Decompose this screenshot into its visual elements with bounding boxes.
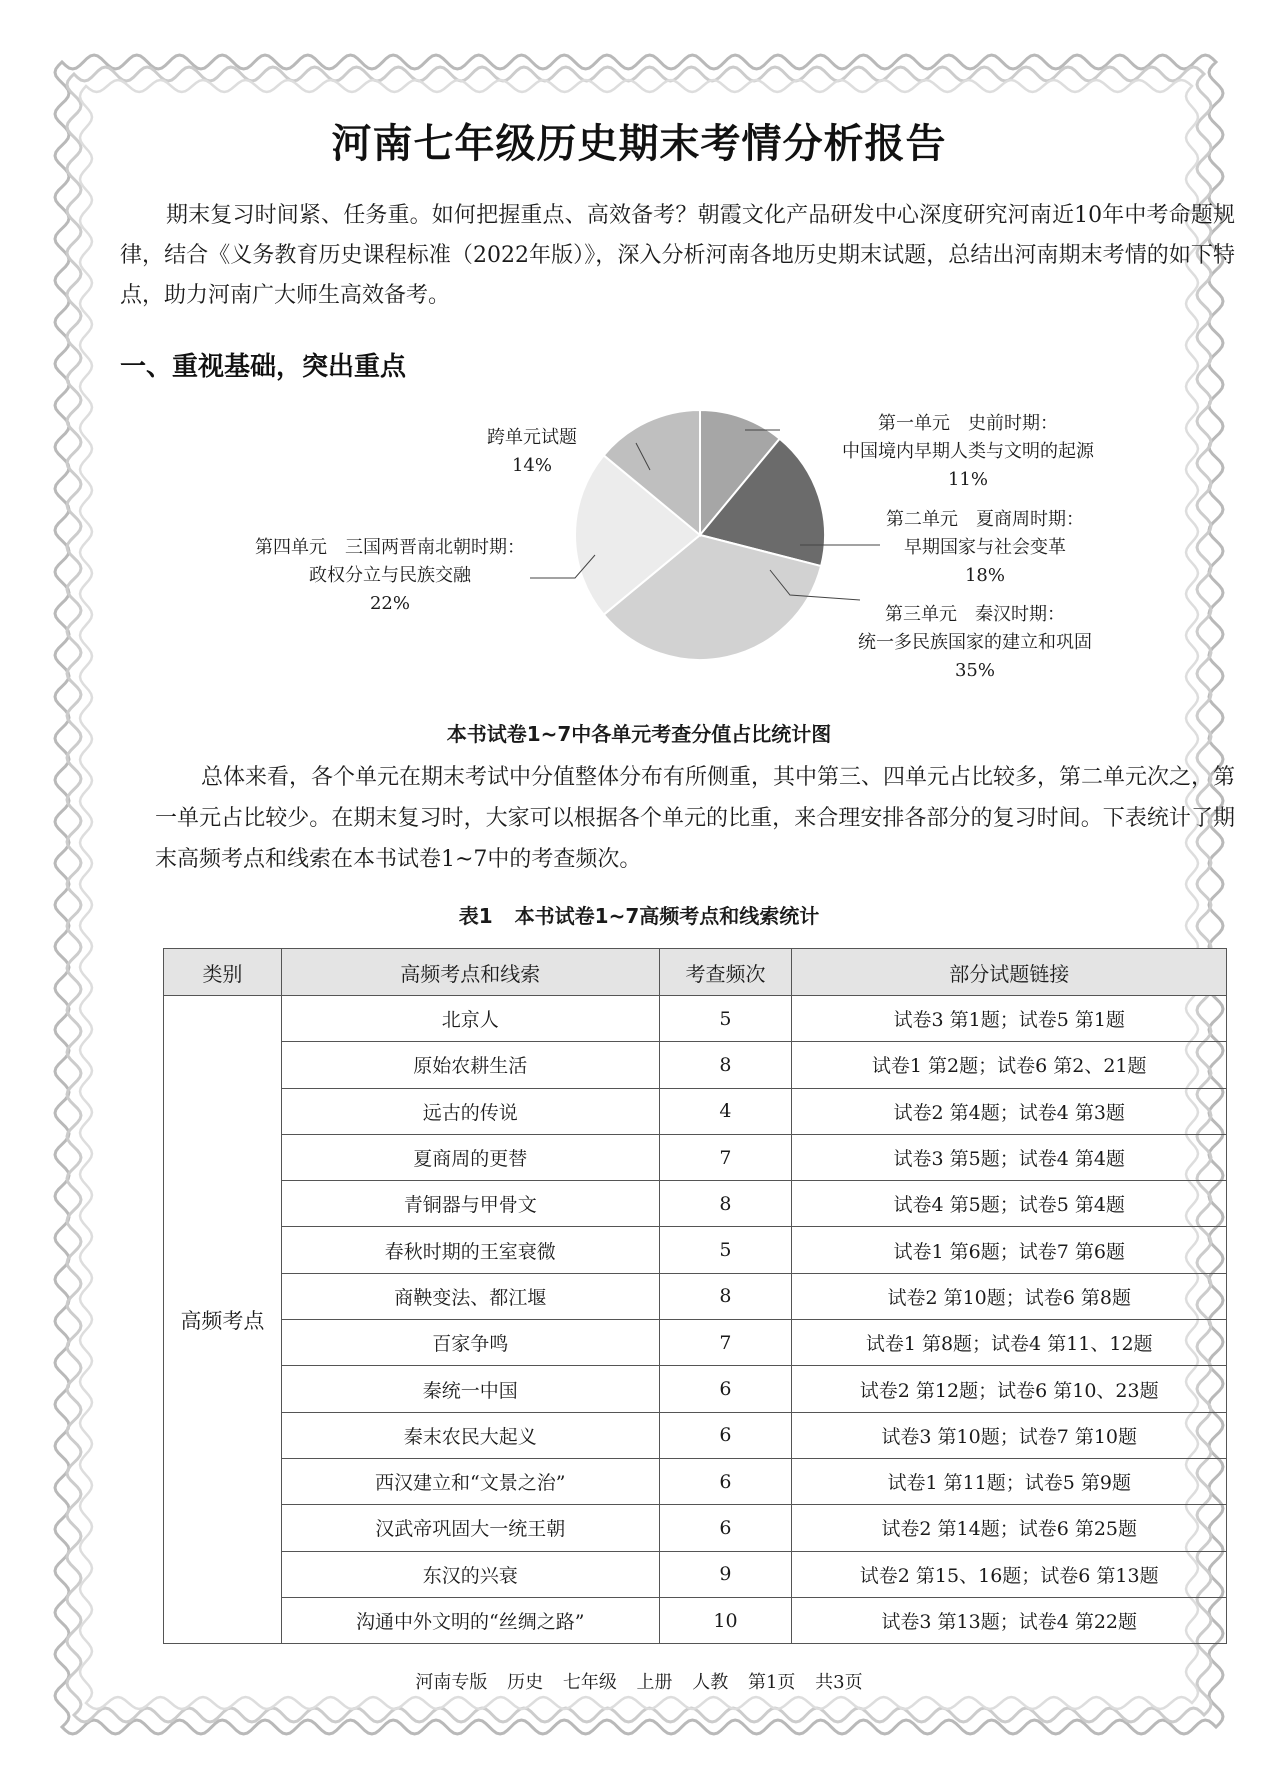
frequency-cell: 5 xyxy=(659,996,792,1042)
frequency-cell: 5 xyxy=(659,1227,792,1273)
frequency-cell: 6 xyxy=(659,1412,792,1458)
pie-slices xyxy=(575,410,825,660)
table-row xyxy=(164,996,1227,1042)
pie-slice-label: 跨单元试题 xyxy=(487,427,577,448)
frequency-cell: 4 xyxy=(659,1088,792,1134)
section-heading: 一、重视基础，突出重点 xyxy=(120,352,407,382)
pie-slice-label: 第二单元 夏商周时期： xyxy=(886,509,1084,530)
table-row xyxy=(164,1458,1227,1504)
table-row xyxy=(164,1227,1227,1273)
header-topic: 高频考点和线索 xyxy=(281,949,659,996)
pie-slice-value: 22% xyxy=(369,593,411,614)
links-cell: 试卷1 第6题；试卷7 第6题 xyxy=(792,1227,1227,1273)
frequency-table xyxy=(163,948,1227,1644)
frequency-cell: 7 xyxy=(659,1134,792,1180)
page-footer: 河南专版 历史 七年级 上册 人教 第1页 共3页 xyxy=(415,1672,863,1693)
table-row xyxy=(164,1597,1227,1643)
unit-share-pie-chart xyxy=(0,395,1278,725)
links-cell: 试卷3 第5题；试卷4 第4题 xyxy=(792,1134,1227,1180)
table-row xyxy=(164,1505,1227,1551)
links-cell: 试卷3 第13题；试卷4 第22题 xyxy=(792,1597,1227,1643)
links-cell: 试卷2 第10题；试卷6 第8题 xyxy=(792,1273,1227,1319)
table-row xyxy=(164,1366,1227,1412)
table-row xyxy=(164,1551,1227,1597)
frequency-cell: 6 xyxy=(659,1458,792,1504)
header-links: 部分试题链接 xyxy=(792,949,1227,996)
table-row xyxy=(164,1273,1227,1319)
topic-cell: 商鞅变法、都江堰 xyxy=(281,1273,659,1319)
intro-paragraph: 期末复习时间紧、任务重。如何把握重点、高效备考？朝霞文化产品研发中心深度研究河南近10年中考命题规律，结合《义务教育历史课程标准（2022年版）》，深入分析河南各地历史期末试题，总结出河南期末考情的如下特点，助力河南广大师生高效备考。 xyxy=(120,203,1235,308)
links-cell: 试卷2 第14题；试卷6 第25题 xyxy=(792,1505,1227,1551)
header-frequency: 考查频次 xyxy=(659,949,792,996)
pie-slice-label: 早期国家与社会变革 xyxy=(904,537,1066,558)
pie-slice-label: 第四单元 三国两晋南北朝时期： xyxy=(255,537,525,558)
frequency-cell: 8 xyxy=(659,1181,792,1227)
topic-cell: 北京人 xyxy=(281,996,659,1042)
pie-slice-label: 第三单元 秦汉时期： xyxy=(885,604,1065,625)
pie-slice-value: 14% xyxy=(511,455,553,476)
table-row xyxy=(164,1042,1227,1088)
pie-slice-label: 统一多民族国家的建立和巩固 xyxy=(858,632,1092,653)
table-title: 本书试卷1~7高频考点和线索统计 xyxy=(514,904,820,928)
links-cell: 试卷2 第12题；试卷6 第10、23题 xyxy=(792,1366,1227,1412)
pie-slice-value: 11% xyxy=(947,469,989,490)
pie-slice-value: 35% xyxy=(954,660,996,681)
topic-cell: 沟通中外文明的“丝绸之路” xyxy=(281,1597,659,1643)
table-header-row xyxy=(164,949,1227,996)
pie-slice-value: 18% xyxy=(964,565,1006,586)
frequency-cell: 6 xyxy=(659,1366,792,1412)
header-category: 类别 xyxy=(164,949,282,996)
frequency-cell: 9 xyxy=(659,1551,792,1597)
table-caption xyxy=(0,900,1278,929)
links-cell: 试卷1 第11题；试卷5 第9题 xyxy=(792,1458,1227,1504)
links-cell: 试卷2 第15、16题；试卷6 第13题 xyxy=(792,1551,1227,1597)
topic-cell: 东汉的兴衰 xyxy=(281,1551,659,1597)
table-row xyxy=(164,1088,1227,1134)
topic-cell: 西汉建立和“文景之治” xyxy=(281,1458,659,1504)
links-cell: 试卷3 第1题；试卷5 第1题 xyxy=(792,996,1227,1042)
frequency-cell: 7 xyxy=(659,1320,792,1366)
topic-cell: 秦末农民大起义 xyxy=(281,1412,659,1458)
table-row xyxy=(164,1134,1227,1180)
topic-cell: 百家争鸣 xyxy=(281,1320,659,1366)
table-row xyxy=(164,1412,1227,1458)
topic-cell: 秦统一中国 xyxy=(281,1366,659,1412)
pie-slice-label: 中国境内早期人类与文明的起源 xyxy=(842,441,1094,462)
topic-cell: 春秋时期的王室衰微 xyxy=(281,1227,659,1273)
frequency-cell: 8 xyxy=(659,1273,792,1319)
links-cell: 试卷4 第5题；试卷5 第4题 xyxy=(792,1181,1227,1227)
table-row xyxy=(164,1181,1227,1227)
topic-cell: 原始农耕生活 xyxy=(281,1042,659,1088)
table-label: 表1 xyxy=(458,904,493,928)
frequency-cell: 8 xyxy=(659,1042,792,1088)
topic-cell: 远古的传说 xyxy=(281,1088,659,1134)
page-title: 河南七年级历史期末考情分析报告 xyxy=(331,121,947,167)
summary-paragraph: 总体来看，各个单元在期末考试中分值整体分布有所侧重，其中第三、四单元占比较多，第二单元次之，第一单元占比较少。在期末复习时，大家可以根据各个单元的比重，来合理安排各部分的复习时间。下表统计了期末高频考点和线索在本书试卷1~7中的考查频次。 xyxy=(155,765,1236,872)
table-row xyxy=(164,1320,1227,1366)
links-cell: 试卷1 第2题；试卷6 第2、21题 xyxy=(792,1042,1227,1088)
links-cell: 试卷3 第10题；试卷7 第10题 xyxy=(792,1412,1227,1458)
pie-slice-label: 政权分立与民族交融 xyxy=(309,565,471,586)
pie-slice-label: 第一单元 史前时期： xyxy=(878,413,1058,434)
frequency-cell: 6 xyxy=(659,1505,792,1551)
links-cell: 试卷1 第8题；试卷4 第11、12题 xyxy=(792,1320,1227,1366)
category-cell: 高频考点 xyxy=(164,996,282,1644)
topic-cell: 夏商周的更替 xyxy=(281,1134,659,1180)
topic-cell: 青铜器与甲骨文 xyxy=(281,1181,659,1227)
frequency-cell: 10 xyxy=(659,1597,792,1643)
topic-cell: 汉武帝巩固大一统王朝 xyxy=(281,1505,659,1551)
chart-caption: 本书试卷1~7中各单元考查分值占比统计图 xyxy=(446,722,832,746)
links-cell: 试卷2 第4题；试卷4 第3题 xyxy=(792,1088,1227,1134)
